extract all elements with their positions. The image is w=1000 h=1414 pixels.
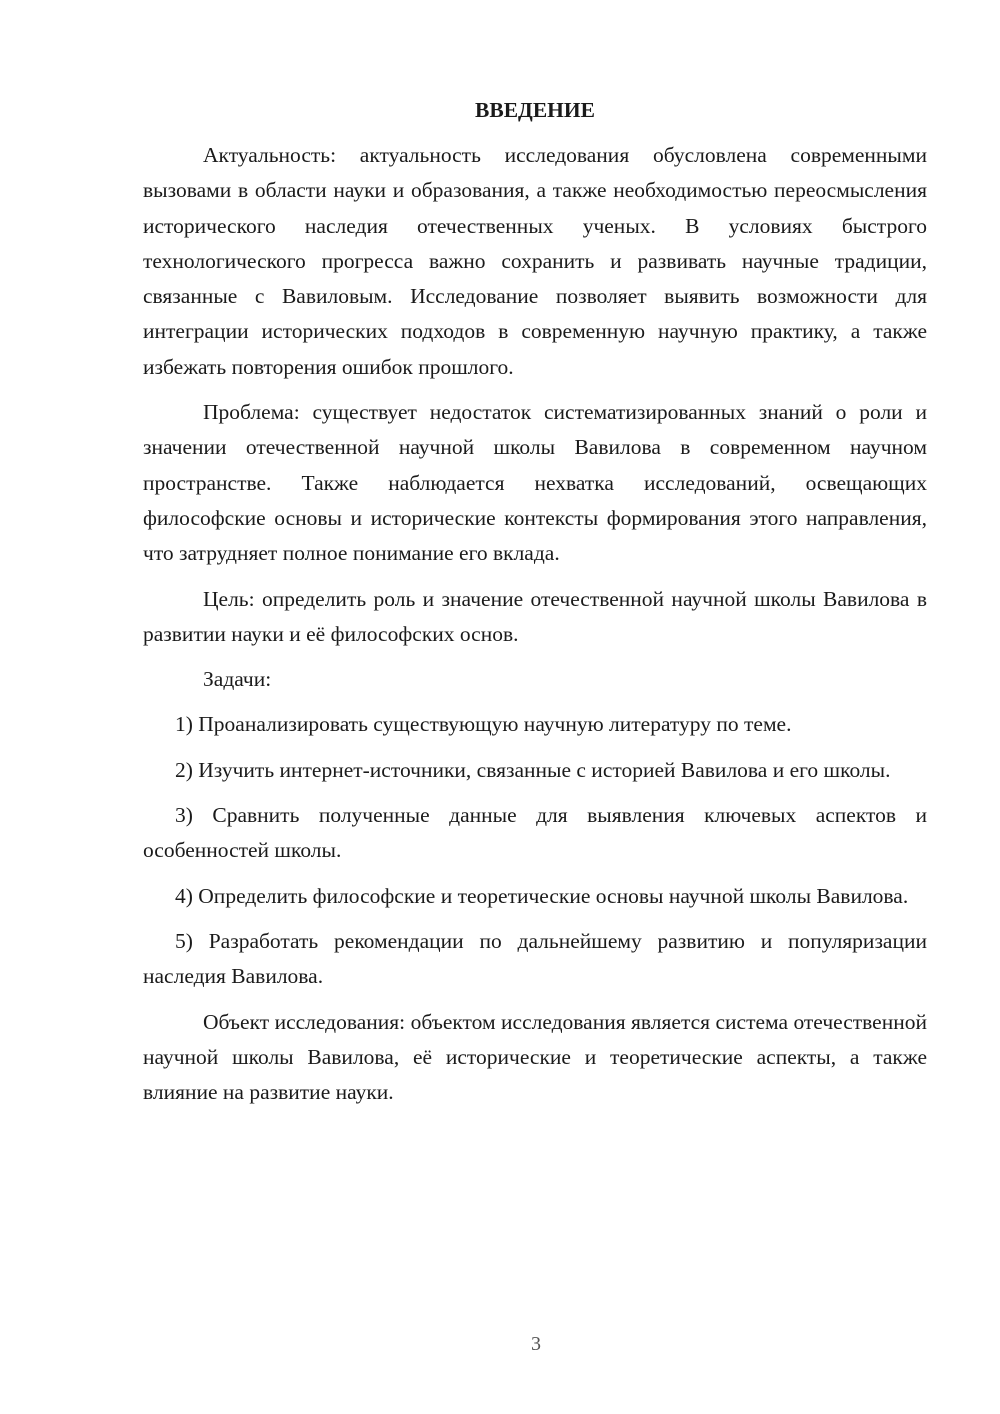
task-item: 4) Определить философские и теоретические основы научной школы Вавилова. <box>175 883 909 908</box>
page-number: 3 <box>531 1333 541 1355</box>
task-item: 2) Изучить интернет-источники, связанные с историей Вавилова и его школы. <box>175 757 891 782</box>
tasks-list <box>143 707 927 994</box>
section-title: ВВЕДЕНИЕ <box>475 98 595 122</box>
task-item: 1) Проанализировать существующую научную литературу по теме. <box>175 712 792 737</box>
relevance-paragraph: Актуальность: актуальность исследования обусловлена современными вызовами в области науки и образования, а также необходимостью переосмысления исторического наследия отечественных ученых. В условиях быстрого технологического прогресса важно сохранить и развивать научные традиции, связанные с Вавиловым. Исследование позволяет выявить возможности для интеграции исторических подходов в современную научную практику, а также избежать повторения ошибок прошлого. <box>143 143 927 379</box>
tasks-heading: Задачи: <box>203 667 272 692</box>
task-item: 3) Сравнить полученные данные для выявления ключевых аспектов и особенностей школы. <box>143 803 927 863</box>
page-content <box>143 95 927 1120</box>
object-paragraph: Объект исследования: объектом исследования является система отечественной научной школы Вавилова, её исторические и теоретические аспекты, а также влияние на развитие науки. <box>143 1009 927 1105</box>
goal-paragraph: Цель: определить роль и значение отечественной научной школы Вавилова в развитии науки и её философских основ. <box>143 586 927 646</box>
problem-paragraph: Проблема: существует недостаток систематизированных знаний о роли и значении отечественной научной школы Вавилова в современном научном пространстве. Также наблюдается нехватка исследований, освещающих философские основы и исторические контексты формирования этого направления, что затрудняет полное понимание его вклада. <box>143 400 927 566</box>
task-item: 5) Разработать рекомендации по дальнейшему развитию и популяризации наследия Вавилова. <box>143 928 927 989</box>
